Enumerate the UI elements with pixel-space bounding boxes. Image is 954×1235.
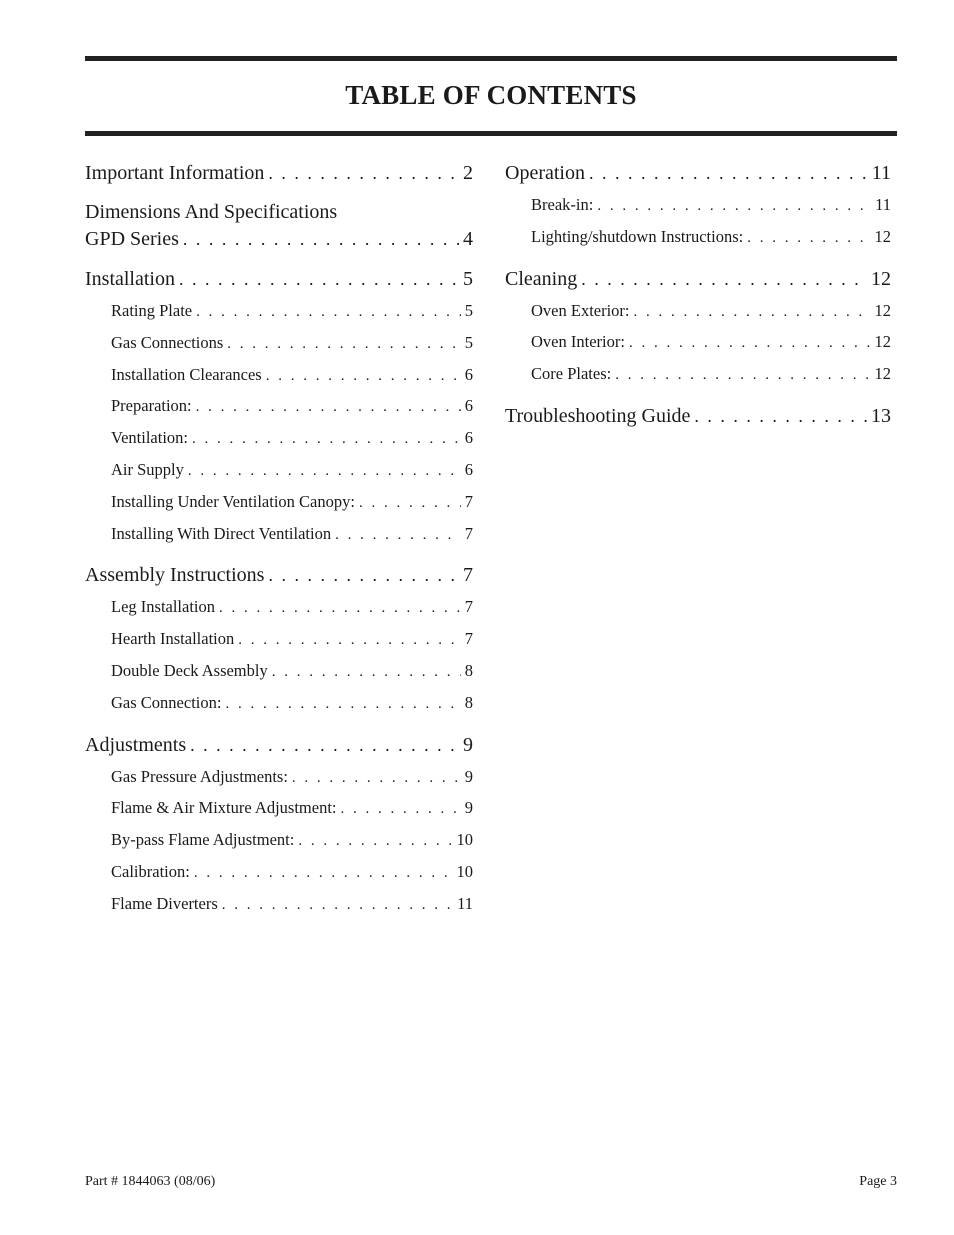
toc-page-number: 7 bbox=[464, 523, 473, 543]
toc-entry-label: Double Deck Assembly bbox=[111, 660, 268, 680]
toc-main-entry[interactable] bbox=[505, 263, 891, 295]
toc-sub-entry[interactable] bbox=[85, 655, 473, 687]
toc-section bbox=[505, 263, 891, 390]
toc-entry-label: Air Supply bbox=[111, 459, 184, 479]
toc-entry-label: Cleaning bbox=[505, 267, 578, 290]
toc-entry-label: Break-in: bbox=[531, 195, 594, 214]
toc-page-number: 10 bbox=[456, 830, 473, 850]
toc-entry-label: Installation Clearances bbox=[111, 364, 262, 384]
dot-leader bbox=[227, 329, 460, 359]
dot-leader bbox=[597, 191, 871, 221]
toc-section bbox=[505, 157, 891, 253]
dot-leader bbox=[192, 424, 461, 454]
toc-page-number: 9 bbox=[463, 733, 473, 756]
toc-section bbox=[85, 263, 473, 549]
toc-entry-label: Flame Diverters bbox=[111, 893, 218, 913]
toc-entry-label: Flame & Air Mixture Adjustment: bbox=[111, 798, 337, 818]
toc-entry-label: Installation bbox=[85, 268, 175, 290]
dot-leader bbox=[272, 657, 461, 687]
toc-page-number: 7 bbox=[464, 597, 473, 617]
footer-part-number: Part # 1844063 (08/06) bbox=[85, 1174, 216, 1189]
toc-sub-entry[interactable] bbox=[505, 295, 891, 327]
toc-page-number: 6 bbox=[464, 396, 473, 416]
toc-page-number: 11 bbox=[871, 162, 891, 184]
dot-leader bbox=[581, 263, 867, 295]
toc-main-entry[interactable] bbox=[85, 729, 473, 761]
toc-page-number: 12 bbox=[874, 226, 891, 246]
dot-leader bbox=[629, 328, 871, 358]
dot-leader bbox=[196, 392, 461, 422]
toc-entry-label: Troubleshooting Guide bbox=[505, 404, 691, 427]
top-rule bbox=[85, 56, 897, 61]
toc-page-number: 12 bbox=[874, 300, 891, 320]
dot-leader bbox=[292, 763, 461, 793]
toc-sub-entry[interactable] bbox=[85, 422, 473, 454]
toc-page-number: 6 bbox=[464, 428, 473, 448]
toc-entry-label: GPD Series bbox=[85, 228, 179, 250]
toc-entry-label: Operation bbox=[505, 162, 585, 184]
toc-main-entry[interactable] bbox=[85, 157, 473, 189]
toc-page-number: 12 bbox=[871, 267, 891, 290]
toc-sub-entry[interactable] bbox=[85, 486, 473, 518]
toc-sub-entry[interactable] bbox=[85, 824, 473, 856]
toc-main-entry-multiline[interactable] bbox=[85, 199, 473, 253]
toc-section bbox=[85, 729, 473, 920]
toc-page-number: 6 bbox=[464, 459, 473, 479]
toc-sub-entry[interactable] bbox=[85, 327, 473, 359]
toc-sub-entry[interactable] bbox=[85, 792, 473, 824]
dot-leader bbox=[225, 689, 460, 719]
dot-leader bbox=[359, 488, 461, 518]
dot-leader bbox=[266, 361, 461, 391]
toc-entry-label: Installing With Direct Ventilation bbox=[111, 523, 332, 543]
dot-leader bbox=[238, 625, 460, 655]
toc-entry-label: Preparation: bbox=[111, 396, 192, 416]
toc-entry-label: Hearth Installation bbox=[111, 629, 235, 649]
toc-sub-entry[interactable] bbox=[85, 591, 473, 623]
dot-leader bbox=[179, 263, 459, 295]
toc-main-entry[interactable] bbox=[85, 263, 473, 295]
toc-entry-label: Rating Plate bbox=[111, 301, 193, 320]
toc-page-number: 7 bbox=[464, 629, 473, 649]
bottom-rule bbox=[85, 131, 897, 136]
toc-sub-entry[interactable] bbox=[85, 390, 473, 422]
toc-main-entry[interactable] bbox=[505, 157, 891, 189]
dot-leader bbox=[222, 890, 453, 920]
dot-leader bbox=[183, 226, 459, 253]
dot-leader bbox=[298, 826, 452, 856]
toc-section bbox=[85, 157, 473, 189]
dot-leader bbox=[694, 400, 867, 432]
toc-page-number: 5 bbox=[464, 332, 473, 352]
toc-entry-label: Gas Connection: bbox=[111, 692, 222, 712]
toc-page-number: 12 bbox=[874, 364, 891, 384]
footer-page-number: Page 3 bbox=[859, 1174, 897, 1189]
toc-sub-entry[interactable] bbox=[85, 761, 473, 793]
toc-section bbox=[505, 400, 891, 432]
toc-entry-label: Gas Connections bbox=[111, 332, 224, 352]
toc-page-number: 5 bbox=[463, 268, 473, 290]
toc-page-number: 10 bbox=[456, 861, 473, 881]
toc-page-number: 9 bbox=[464, 766, 473, 786]
toc-main-entry[interactable] bbox=[505, 400, 891, 432]
toc-sub-entry[interactable] bbox=[85, 518, 473, 550]
dot-leader bbox=[219, 593, 461, 623]
page-title: TABLE OF CONTENTS bbox=[345, 80, 637, 110]
toc-entry-label: Assembly Instructions bbox=[85, 564, 265, 587]
toc-entry-label: Core Plates: bbox=[531, 364, 612, 384]
toc-page-number: 5 bbox=[464, 301, 473, 320]
dot-leader bbox=[747, 223, 870, 253]
toc-main-entry[interactable] bbox=[85, 226, 473, 253]
dot-leader bbox=[615, 360, 870, 390]
dot-leader bbox=[634, 297, 871, 327]
toc-main-entry[interactable] bbox=[85, 559, 473, 591]
toc-sub-entry[interactable] bbox=[505, 326, 891, 358]
toc-sub-entry[interactable] bbox=[505, 189, 891, 221]
toc-entry-label: Oven Exterior: bbox=[531, 300, 630, 320]
toc-page-number: 2 bbox=[463, 162, 473, 184]
toc-page-number: 8 bbox=[464, 692, 473, 712]
toc-page-number: 4 bbox=[463, 228, 473, 250]
toc-entry-label: Lighting/shutdown Instructions: bbox=[531, 226, 744, 246]
dot-leader bbox=[196, 297, 461, 327]
dot-leader bbox=[335, 520, 461, 550]
toc-entry-label: Gas Pressure Adjustments: bbox=[111, 766, 288, 786]
toc-right-column bbox=[505, 157, 891, 442]
toc-page-number: 8 bbox=[464, 660, 473, 680]
toc-page-number: 11 bbox=[457, 893, 473, 913]
toc-entry-label-line1: Dimensions And Specifications bbox=[85, 201, 338, 223]
dot-leader bbox=[194, 858, 453, 888]
toc-sub-entry[interactable] bbox=[85, 623, 473, 655]
toc-sub-entry[interactable] bbox=[85, 687, 473, 719]
toc-entry-label: Important Information bbox=[85, 162, 265, 184]
toc-sub-entry[interactable] bbox=[505, 358, 891, 390]
toc-sub-entry[interactable] bbox=[85, 888, 473, 920]
toc-entry-label: Oven Interior: bbox=[531, 332, 625, 352]
toc-page-number: 12 bbox=[874, 332, 891, 352]
toc-page-number: 13 bbox=[871, 404, 891, 427]
toc-sub-entry[interactable] bbox=[85, 295, 473, 327]
toc-entry-label: Calibration: bbox=[111, 861, 190, 881]
toc-page-number: 7 bbox=[464, 491, 473, 511]
toc-page-number: 11 bbox=[875, 195, 891, 214]
toc-section bbox=[85, 559, 473, 718]
toc-entry-label: Adjustments bbox=[85, 733, 187, 756]
toc-entry-label: Ventilation: bbox=[111, 428, 188, 448]
dot-leader bbox=[188, 456, 461, 486]
toc-entry-label: By-pass Flame Adjustment: bbox=[111, 830, 295, 850]
dot-leader bbox=[190, 729, 459, 761]
toc-section bbox=[85, 199, 473, 253]
toc-entry-label: Leg Installation bbox=[111, 597, 216, 617]
dot-leader bbox=[589, 157, 868, 189]
toc-sub-entry[interactable] bbox=[85, 454, 473, 486]
toc-page-number: 9 bbox=[464, 798, 473, 818]
toc-page-number: 7 bbox=[463, 564, 473, 587]
toc-sub-entry[interactable] bbox=[85, 856, 473, 888]
toc-entry-label: Installing Under Ventilation Canopy: bbox=[111, 491, 355, 511]
dot-leader bbox=[268, 157, 459, 189]
toc-page-number: 6 bbox=[464, 364, 473, 384]
toc-left-column bbox=[85, 157, 473, 930]
toc-sub-entry[interactable] bbox=[85, 359, 473, 391]
dot-leader bbox=[268, 559, 459, 591]
toc-sub-entry[interactable] bbox=[505, 221, 891, 253]
dot-leader bbox=[341, 794, 461, 824]
